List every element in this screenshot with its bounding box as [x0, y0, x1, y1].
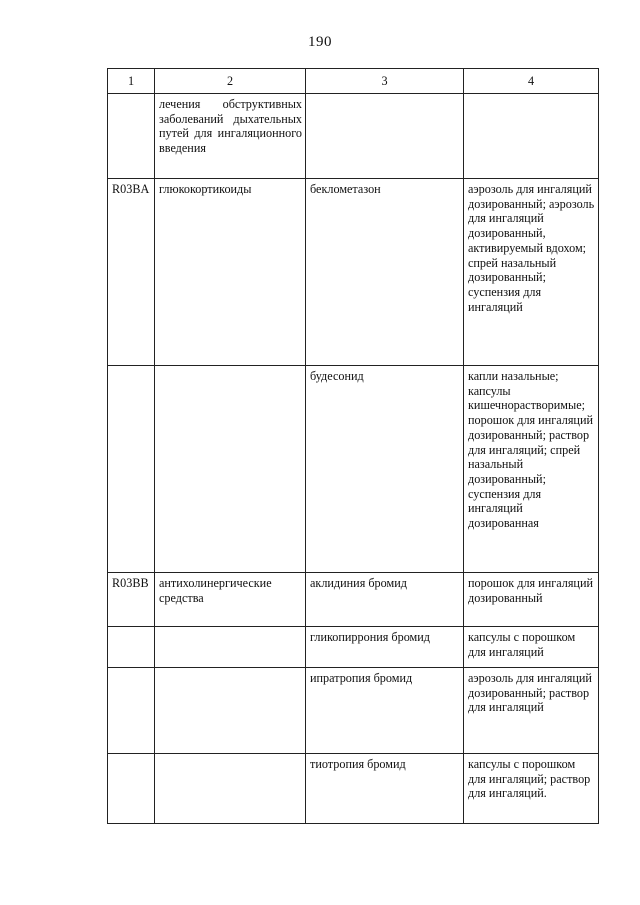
substance-cell: аклидиния бромид — [306, 573, 464, 627]
column-header-4: 4 — [464, 69, 599, 94]
group-cell — [155, 366, 306, 573]
dosage-forms-cell: капсулы с порошком для ингаляций — [464, 627, 599, 668]
group-cell — [155, 754, 306, 824]
atc-code-cell — [108, 754, 155, 824]
atc-code-cell — [108, 668, 155, 754]
table-row — [108, 366, 599, 573]
group-cell — [155, 668, 306, 754]
atc-code-cell — [108, 627, 155, 668]
substance-cell: гликопиррония бромид — [306, 627, 464, 668]
substance-cell: беклометазон — [306, 179, 464, 366]
drug-classification-table — [107, 68, 599, 824]
table-row — [108, 754, 599, 824]
dosage-forms-cell: порошок для ингаляций дозированный — [464, 573, 599, 627]
dosage-forms-cell: капсулы с порошком для ингаляций; раствор для ингаляций. — [464, 754, 599, 824]
dosage-forms-cell: аэрозоль для ингаляций дозированный; раствор для ингаляций — [464, 668, 599, 754]
dosage-forms-cell: аэрозоль для ингаляций дозированный; аэрозоль для ингаляций дозированный, активируемый вдохом; спрей назальный дозированный; суспензия для ингаляций — [464, 179, 599, 366]
substance-cell — [306, 94, 464, 179]
dosage-forms-cell: капли назальные; капсулы кишечнорастворимые; порошок для ингаляций дозированный; раствор для ингаляций; спрей назальный дозированный; суспензия для ингаляций дозированная — [464, 366, 599, 573]
table-row — [108, 94, 599, 179]
page-number: 190 — [308, 34, 332, 50]
table-header-row — [108, 69, 599, 94]
group-cell — [155, 627, 306, 668]
substance-cell: тиотропия бромид — [306, 754, 464, 824]
column-header-2: 2 — [155, 69, 306, 94]
table-row — [108, 627, 599, 668]
atc-code-cell: R03BB — [108, 573, 155, 627]
substance-cell: будесонид — [306, 366, 464, 573]
group-cell: антихолинергические средства — [155, 573, 306, 627]
atc-code-cell: R03BA — [108, 179, 155, 366]
column-header-1: 1 — [108, 69, 155, 94]
table-row — [108, 179, 599, 366]
group-cell: глюкокортикоиды — [155, 179, 306, 366]
column-header-3: 3 — [306, 69, 464, 94]
table-row — [108, 573, 599, 627]
dosage-forms-cell — [464, 94, 599, 179]
group-cell: лечения обструктивных заболеваний дыхательных путей для ингаляционного введения — [155, 94, 306, 179]
atc-code-cell — [108, 366, 155, 573]
atc-code-cell — [108, 94, 155, 179]
table-row — [108, 668, 599, 754]
substance-cell: ипратропия бромид — [306, 668, 464, 754]
